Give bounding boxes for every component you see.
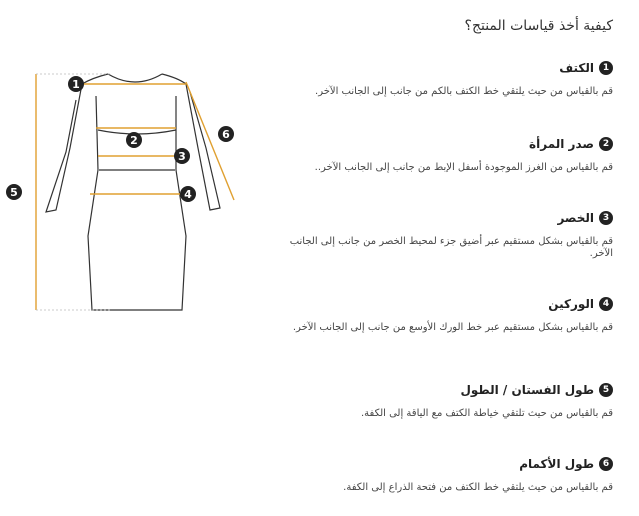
- label-3-badge: [174, 148, 190, 164]
- svg-text:5: 5: [10, 186, 18, 199]
- measurement-item-bust: [273, 136, 613, 174]
- measurement-item-sleeve: [273, 456, 613, 494]
- measurement-item-waist: [273, 210, 613, 260]
- number-badge: 1: [599, 61, 613, 75]
- dress-diagram: [0, 60, 260, 320]
- number-badge: 5: [599, 383, 613, 397]
- measurement-description: قم بالقياس من حيث تلتقي خياطة الكتف مع الياقة إلى الكفة.: [360, 408, 613, 419]
- label-4-badge: [180, 186, 196, 202]
- svg-text:2: 2: [130, 134, 138, 147]
- measurement-name: صدر المرأة: [529, 137, 594, 151]
- svg-text:4: 4: [184, 188, 192, 201]
- number-badge: 4: [599, 297, 613, 311]
- svg-text:3: 3: [178, 150, 186, 163]
- measurement-item-shoulder: [273, 60, 613, 98]
- measurement-name: طول الأكمام: [519, 457, 594, 471]
- measurement-item-hips: [273, 296, 613, 334]
- measurement-name: طول الفستان / الطول: [460, 383, 594, 397]
- measurement-name: الكتف: [559, 61, 594, 75]
- page-title: كيفية أخذ قياسات المنتج؟: [464, 18, 613, 34]
- svg-text:1: 1: [72, 78, 80, 91]
- number-badge: 3: [599, 211, 613, 225]
- measurement-description: قم بالقياس من حيث يلتقي خط الكتف بالكم من جانب إلى الجانب الآخر.: [315, 86, 613, 97]
- label-1-badge: [68, 76, 84, 92]
- measurement-name: الوركين: [548, 297, 594, 311]
- measurement-name: الخصر: [557, 211, 594, 225]
- number-badge: 2: [599, 137, 613, 151]
- measurement-description: قم بالقياس من الغرز الموجودة أسفل الإبط من جانب إلى الجانب الآخر..: [314, 162, 613, 173]
- label-6-badge: [218, 126, 234, 142]
- measurement-description: قم بالقياس بشكل مستقيم عبر خط الورك الأوسع من جانب إلى الجانب الآخر.: [292, 322, 613, 333]
- measurement-item-length: [273, 382, 613, 420]
- measurement-description: قم بالقياس من حيث يلتقي خط الكتف من فتحة الذراع إلى الكفة.: [343, 482, 613, 493]
- label-5-badge: [6, 184, 22, 200]
- label-2-badge: [126, 132, 142, 148]
- number-badge: 6: [599, 457, 613, 471]
- svg-text:6: 6: [222, 128, 230, 141]
- measurement-description: قم بالقياس بشكل مستقيم عبر أضيق جزء لمحيط الخصر من جانب إلى الجانب الآخر.: [289, 236, 613, 259]
